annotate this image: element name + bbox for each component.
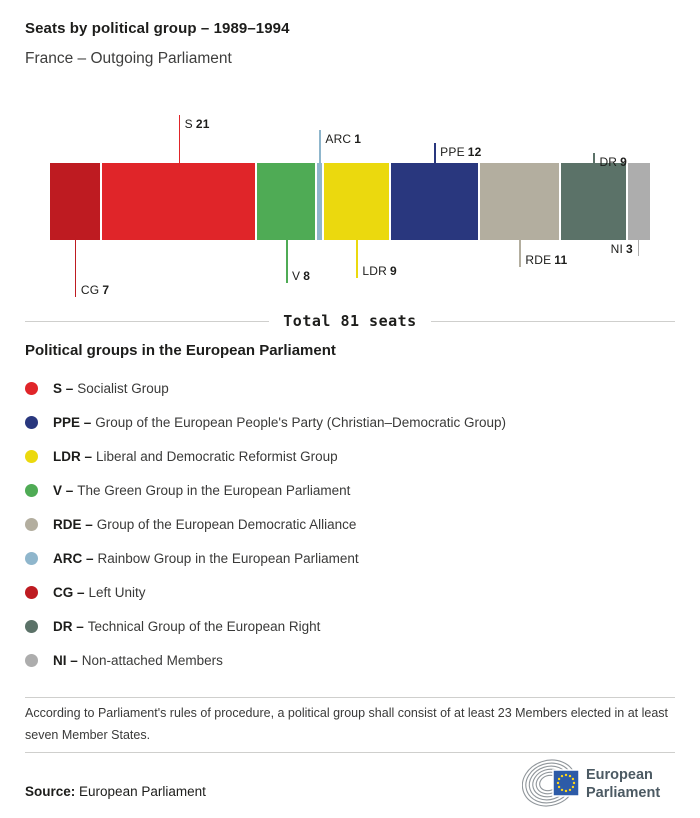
- legend-label: [53, 415, 506, 430]
- bar-segment-v: [257, 163, 314, 240]
- legend-item: [25, 575, 675, 609]
- legend-name: Group of the European Democratic Alliance: [96, 516, 357, 532]
- group-seats: 11: [554, 253, 568, 267]
- legend: [25, 371, 675, 677]
- callout-line-ldr: [356, 240, 358, 278]
- legend-abbr: S –: [53, 380, 74, 396]
- group-seats: 3: [626, 242, 633, 256]
- callout-label-s: [185, 117, 210, 131]
- legend-name: Rainbow Group in the European Parliament: [97, 550, 359, 566]
- bar-segment-arc: [317, 163, 322, 240]
- callout-line-v: [286, 240, 288, 283]
- group-seats: 12: [467, 145, 482, 159]
- group-seats: 21: [195, 117, 210, 131]
- total-row: [25, 312, 675, 330]
- page-title: Seats by political group – 1989–1994: [25, 20, 290, 37]
- bar-segment-rde: [480, 163, 559, 240]
- legend-dot: [25, 450, 38, 463]
- bar-segment-s: [102, 163, 256, 240]
- callout-line-ni: [638, 240, 640, 256]
- group-seats: 1: [354, 132, 362, 146]
- legend-name: The Green Group in the European Parliament: [77, 482, 351, 498]
- source-value: European Parliament: [79, 784, 206, 799]
- legend-abbr: DR –: [53, 618, 84, 634]
- callout-label-arc: [325, 132, 361, 146]
- footnote-divider-bottom: [25, 752, 675, 753]
- total-seats-label: Total 81 seats: [283, 312, 417, 330]
- callout-label-dr: [599, 155, 627, 169]
- legend-dot: [25, 518, 38, 531]
- callout-label-ldr: [362, 264, 396, 278]
- group-code: S: [184, 117, 193, 131]
- eu-star: [565, 774, 567, 776]
- callout-line-cg: [75, 240, 77, 297]
- legend-heading: Political groups in the European Parliament: [25, 342, 336, 359]
- legend-dot: [25, 382, 38, 395]
- seat-chart: [0, 100, 700, 305]
- group-seats: 8: [303, 269, 311, 283]
- legend-label: [53, 449, 338, 464]
- footnote-divider-top: [25, 697, 675, 698]
- european-parliament-logo: [522, 759, 678, 809]
- legend-abbr: CG –: [53, 584, 85, 600]
- legend-item: [25, 405, 675, 439]
- group-code: CG: [80, 283, 100, 297]
- legend-label: [53, 653, 223, 668]
- legend-abbr: RDE –: [53, 516, 93, 532]
- bar-segment-cg: [50, 163, 100, 240]
- total-rule-right: [431, 321, 675, 322]
- eu-star: [572, 786, 574, 788]
- legend-dot: [25, 620, 38, 633]
- callout-line-ppe: [434, 143, 436, 163]
- legend-label: [53, 585, 146, 600]
- bar-segment-ni: [628, 163, 650, 240]
- legend-dot: [25, 552, 38, 565]
- eu-star: [565, 790, 567, 792]
- legend-name: Socialist Group: [77, 380, 169, 396]
- eu-star: [558, 786, 560, 788]
- legend-label: [53, 517, 356, 532]
- legend-name: Left Unity: [88, 584, 146, 600]
- group-seats: 9: [620, 155, 628, 169]
- group-seats: 9: [390, 264, 397, 278]
- total-rule-left: [25, 321, 269, 322]
- eu-star: [569, 789, 571, 791]
- legend-abbr: ARC –: [53, 550, 94, 566]
- footnote-text: According to Parliament's rules of procedure, a political group shall consist of at least 23 Members elected in at least seven Member States.: [25, 706, 668, 742]
- group-code: NI: [610, 242, 624, 256]
- legend-item: [25, 643, 675, 677]
- group-code: RDE: [525, 253, 552, 267]
- callout-label-ni: [611, 242, 633, 256]
- bar-segment-ldr: [324, 163, 389, 240]
- group-code: DR: [599, 155, 618, 169]
- legend-label: [53, 551, 359, 566]
- legend-dot: [25, 484, 38, 497]
- callout-label-cg: [81, 283, 109, 297]
- eu-star: [573, 782, 575, 784]
- legend-label: [53, 619, 320, 634]
- eu-star: [558, 778, 560, 780]
- callout-line-rde: [519, 240, 521, 267]
- legend-item: [25, 507, 675, 541]
- group-code: ARC: [325, 132, 352, 146]
- eu-star: [561, 775, 563, 777]
- page-subtitle: France – Outgoing Parliament: [25, 50, 232, 67]
- callout-line-s: [179, 115, 181, 163]
- legend-dot: [25, 654, 38, 667]
- legend-abbr: PPE –: [53, 414, 92, 430]
- eu-flag-icon: [553, 770, 579, 796]
- legend-abbr: LDR –: [53, 448, 93, 464]
- legend-dot: [25, 586, 38, 599]
- legend-name: Group of the European People's Party (Christian–Democratic Group): [95, 414, 507, 430]
- bar-segment-ppe: [391, 163, 478, 240]
- legend-name: Technical Group of the European Right: [87, 618, 321, 634]
- bar-segment-dr: [561, 163, 626, 240]
- logo-wordmark-line1: European: [586, 767, 653, 783]
- legend-name: Non-attached Members: [81, 652, 223, 668]
- legend-item: [25, 371, 675, 405]
- logo-wordmark-line2: Parliament: [586, 785, 661, 801]
- source-line: [25, 784, 206, 799]
- legend-abbr: V –: [53, 482, 74, 498]
- callout-label-ppe: [440, 145, 481, 159]
- callout-label-rde: [525, 253, 567, 267]
- callout-line-dr: [593, 153, 595, 163]
- legend-name: Liberal and Democratic Reformist Group: [96, 448, 338, 464]
- legend-dot: [25, 416, 38, 429]
- eu-star: [561, 789, 563, 791]
- group-code: LDR: [362, 264, 388, 278]
- legend-item: [25, 541, 675, 575]
- legend-abbr: NI –: [53, 652, 78, 668]
- eu-star: [569, 775, 571, 777]
- group-seats: 7: [102, 283, 110, 297]
- group-code: PPE: [440, 145, 465, 159]
- eu-star: [572, 778, 574, 780]
- legend-label: [53, 381, 169, 396]
- eu-star: [557, 782, 559, 784]
- legend-label: [53, 483, 350, 498]
- legend-item: [25, 439, 675, 473]
- group-code: V: [292, 269, 301, 283]
- legend-item: [25, 473, 675, 507]
- legend-item: [25, 609, 675, 643]
- source-label: Source:: [25, 784, 76, 799]
- callout-label-v: [292, 269, 310, 283]
- callout-line-arc: [319, 130, 321, 163]
